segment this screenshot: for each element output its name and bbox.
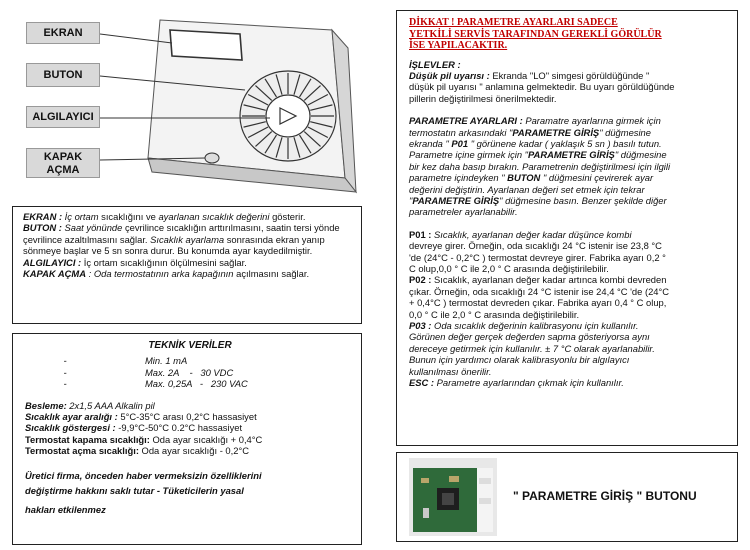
label-ekran: EKRAN [26, 22, 100, 44]
tech-row-value: Max. 2A - 30 VDC [145, 366, 234, 378]
label-algilayici: ALGILAYICI [26, 106, 100, 128]
label-buton: BUTON [26, 63, 100, 87]
tech-row-value: Min. 1 mA [145, 355, 188, 367]
parameter-box: DİKKAT ! PARAMETRE AYARLARI SADECE YETKİLİ SERVİS TARAFINDAN GEREKLİ GÖRÜLÜR İSE YAPILACAKTIR. İŞLEVLER : Düşük pil uyarısı : Ekranda "LO" simgesi görüldüğünde " düşük pil uyarısı " anlamına gelmektedir. Bu uyarı görüldüğünde pillerin değiştirilmesi önerilmektedir. PARAMETRE AYARLARI : Paramatre ayarlarına girmek için termostatın arkasındaki "PARAMETRE GİRİŞ" düğmesine ekranda " P01 " görünene kadar ( yaklaşık 5 sn ) basılı tutun. Parametre içine girmek için "PARAMETRE GİRİŞ" düğmesine bir kez daha basıp bırakın. Parametrenin değiştirilmesi için ilgili parametre içindeyken " BUTON " düğmesini çevirerek ayar değerini değiştirin. Ayarlanan değeri set etmek için tekrar "PARAMETRE GİRİŞ" düğmesine basın. Benzer şekilde diğer parametreler ayarlanabilir. P01 : Sıcaklık, ayarlanan değer kadar düşünce kombi devreye girer. Örneğin, oda sıcaklığı 24 °C istenir ise 23,8 °C 'de (24°C - 0,2°C ) termostat devreye girer. Fabrika ayarı 0,2 ° C olup,0,0 ° C ile 2,0 ° C arasında değiştirilebilir. P02 : Sıcaklık, ayarlanan değer kadar artınca kombi devreden çıkar. Örneğin, oda sıcaklığı 24 °C istenir ise 24,4 °C 'de (24°C + 0,4°C ) termostat devreden çıkar. Fabrika ayarı 0,4 ° C olup, 0,0 ° C ile 2,0 ° C arasında değiştirilebilir. P03 : Oda sıcaklık değerinin kalibrasyonu için kullanılır. Görünen değer gerçek değerden sapma gösteriyorsa aynı dereceye getirmek için kullanılır. ± 7 °C olarak ayarlanabilir. Bunun için yardımcı olarak kalibrasyonlu bir algılayıcı kullanılması önerilir. ESC : Parametre ayarlarından çıkmak için kullanılır. [396, 10, 738, 446]
parameter-button-box [396, 452, 738, 542]
tech-title: TEKNİK VERİLER [148, 340, 232, 351]
tech-row-dash: - [63, 366, 67, 378]
technical-data-box: TEKNİK VERİLER - Min. 1 mA - Max. 2A - 30 VDC - Max. 0,25A - 230 VAC Besleme: 2x1,5 AAA Alkalin pil Sıcaklık ayar aralığı : 5°C-35°C arası 0,2°C hassasiyet Sıcaklık göstergesi : -9,9°C-50°C 0.2°C hassasiyet Termostat kapama sıcaklığı: Oda ayar sıcaklığı + 0,4°C Termostat açma sıcaklığı: Oda ayar sıcaklığı - 0,2°C Üretici firma, önceden haber vermeksizin özelliklerini değiştirme hakkını saklı tutar - Tüketicilerin yasal hakları etkilenmez [12, 333, 362, 545]
warning-text: DİKKAT ! PARAMETRE AYARLARI SADECE YETKİLİ SERVİS TARAFINDAN GEREKLİ GÖRÜLÜR İSE YAPILACAKTIR. [409, 17, 662, 51]
circuit-board-image [409, 458, 497, 536]
tech-row-dash: - [63, 378, 67, 390]
tech-row-dash: - [63, 355, 67, 367]
tech-row [25, 355, 355, 366]
tech-rows [25, 355, 355, 389]
screen-icon [170, 30, 242, 60]
thermostat-illustration [100, 8, 370, 198]
tech-row [25, 367, 355, 378]
tech-row-value: Max. 0,25A - 230 VAC [145, 378, 248, 390]
parameter-button-label: " PARAMETRE GİRİŞ " BUTONU [513, 489, 697, 503]
description-box: EKRAN : İç ortam sıcaklığını ve ayarlanan sıcaklık değerini gösterir. BUTON : Saat yönünde çevrilince sıcaklığın arttırılmasını, saatin tersi yönde çevrilince azaltılmasını sağlar. Sıcaklık ayarlama sonrasında ekran yanıp sönmeye başlar ve 5 sn sonra durur. Bu konumda ayar kaydedilmiştir. ALGILAYICI : İç ortam sıcaklığının ölçülmesini sağlar. KAPAK AÇMA : Oda termostatının arka kapağının açılmasını sağlar. [12, 206, 362, 324]
label-kapak-acma: KAPAK AÇMA [26, 148, 100, 178]
tech-row [25, 378, 355, 389]
sensor-icon [205, 153, 219, 163]
